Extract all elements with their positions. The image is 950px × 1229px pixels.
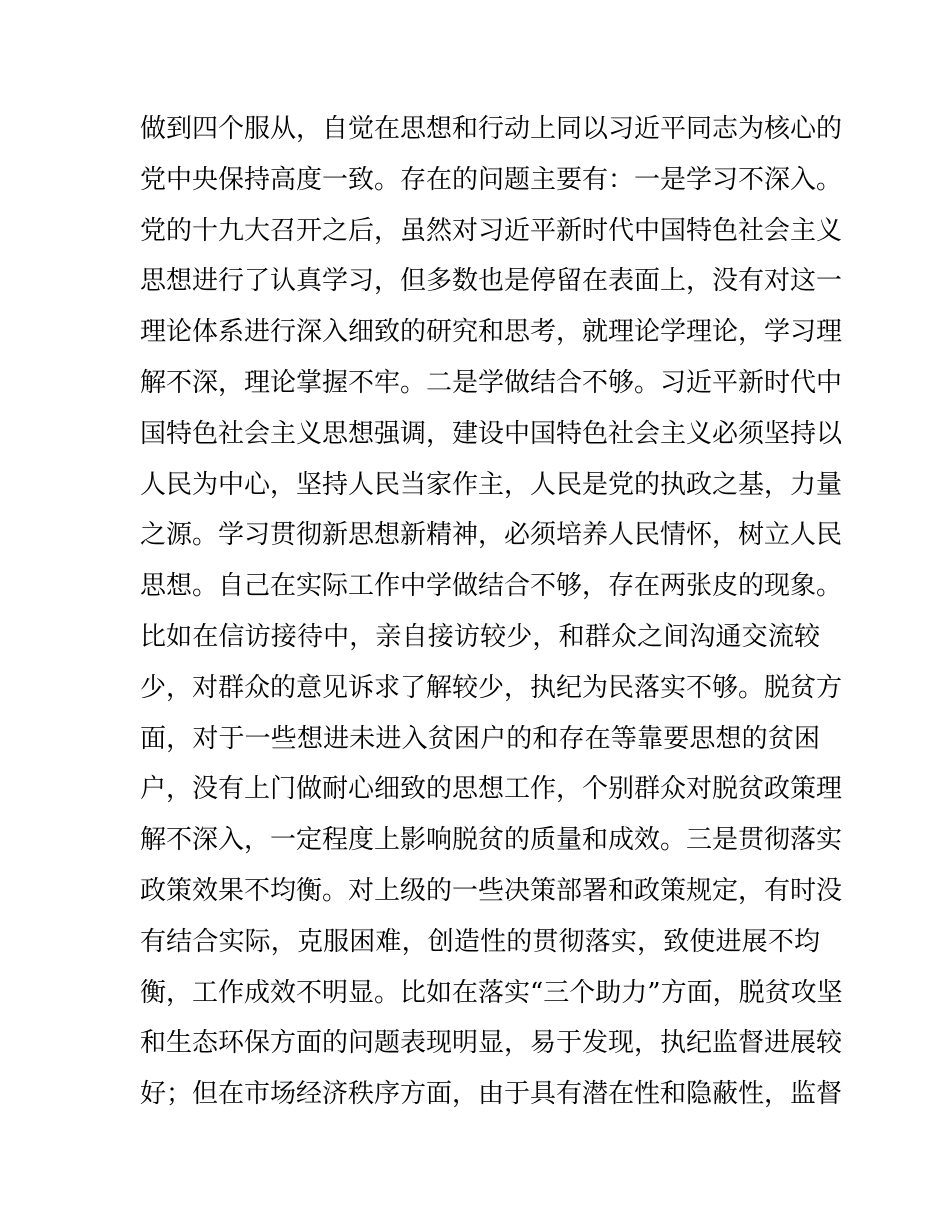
text-line: 做到四个服从，自觉在思想和行动上同以习近平同志为核心的 (140, 114, 843, 144)
text-line: 和生态环保方面的问题表现明显，易于发现，执纪监督进展较 (140, 1028, 843, 1059)
text-line: 党的十九大召开之后，虽然对习近平新时代中国特色社会主义 (140, 215, 843, 246)
text-line: 比如在信访接待中，亲自接访较少，和群众之间沟通交流较 (140, 621, 820, 652)
text-line: 之源。学习贯彻新思想新精神，必须培养人民情怀，树立人民 (140, 520, 843, 551)
text-line: 有结合实际，克服困难，创造性的贯彻落实，致使进展不均 (140, 926, 820, 957)
text-line: 少，对群众的意见诉求了解较少，执纪为民落实不够。脱贫方 (140, 672, 843, 703)
body-text (140, 104, 843, 1120)
text-line: 政策效果不均衡。对上级的一些决策部署和政策规定，有时没 (140, 875, 843, 906)
text-line: 国特色社会主义思想强调，建设中国特色社会主义必须坚持以 (140, 418, 843, 449)
text-line: 党中央保持高度一致。存在的问题主要有：一是学习不深入。 (140, 164, 843, 195)
text-line: 人民为中心，坚持人民当家作主，人民是党的执政之基，力量 (140, 469, 843, 500)
text-line: 思想。自己在实际工作中学做结合不够，存在两张皮的现象。 (140, 571, 843, 602)
text-line: 户，没有上门做耐心细致的思想工作，个别群众对脱贫政策理 (140, 774, 843, 805)
text-line: 衡，工作成效不明显。比如在落实“三个助力”方面，脱贫攻坚 (140, 977, 843, 1008)
text-line: 解不深，理论掌握不牢。二是学做结合不够。习近平新时代中 (140, 367, 843, 398)
text-line: 解不深入，一定程度上影响脱贫的质量和成效。三是贯彻落实 (140, 825, 843, 856)
text-line: 面，对于一些想进未进入贫困户的和存在等靠要思想的贫困 (140, 723, 820, 754)
text-line: 好；但在市场经济秩序方面，由于具有潜在性和隐蔽性，监督 (140, 1079, 843, 1110)
text-line: 理论体系进行深入细致的研究和思考，就理论学理论，学习理 (140, 317, 843, 348)
text-line: 思想进行了认真学习，但多数也是停留在表面上，没有对这一 (140, 266, 843, 297)
